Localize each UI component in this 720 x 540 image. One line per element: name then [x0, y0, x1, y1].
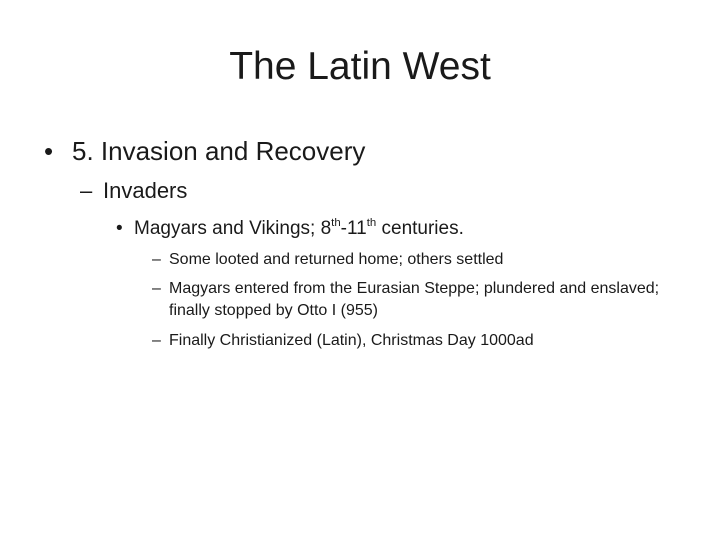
text-segment: -11 — [340, 218, 367, 239]
slide-title: The Latin West — [229, 45, 491, 88]
dash-icon: – — [152, 280, 161, 297]
subbullet-text: Magyars entered from the Eurasian Steppe; plundered and enslaved; finally stopped by Otto I (955) — [169, 280, 660, 319]
bullet-invasion-and-recovery — [44, 135, 365, 167]
subbullet-magyars-entered — [152, 278, 672, 322]
text-segment: centuries. — [376, 218, 464, 239]
subbullet-looted — [152, 249, 672, 271]
bullet-dot-icon: • — [44, 136, 54, 166]
dash-icon: – — [80, 178, 93, 203]
bullet-text: Invaders — [103, 178, 188, 203]
bullet-invaders — [80, 177, 187, 205]
subbullet-text: Finally Christianized (Latin), Christmas Day 1000ad — [169, 332, 534, 349]
text-segment: Magyars and Vikings; 8 — [134, 218, 332, 239]
subbullet-christianized — [152, 330, 672, 352]
bullet-text: 5. Invasion and Recovery — [72, 136, 366, 166]
superscript-ordinal: th — [331, 217, 341, 230]
dash-icon: – — [152, 251, 161, 268]
bullet-magyars-and-vikings — [116, 216, 464, 242]
dash-icon: – — [152, 332, 161, 349]
bullet-dot-icon: • — [116, 218, 123, 239]
subbullet-text: Some looted and returned home; others settled — [169, 251, 504, 268]
superscript-ordinal: th — [366, 217, 377, 230]
bullet-text — [134, 216, 464, 242]
